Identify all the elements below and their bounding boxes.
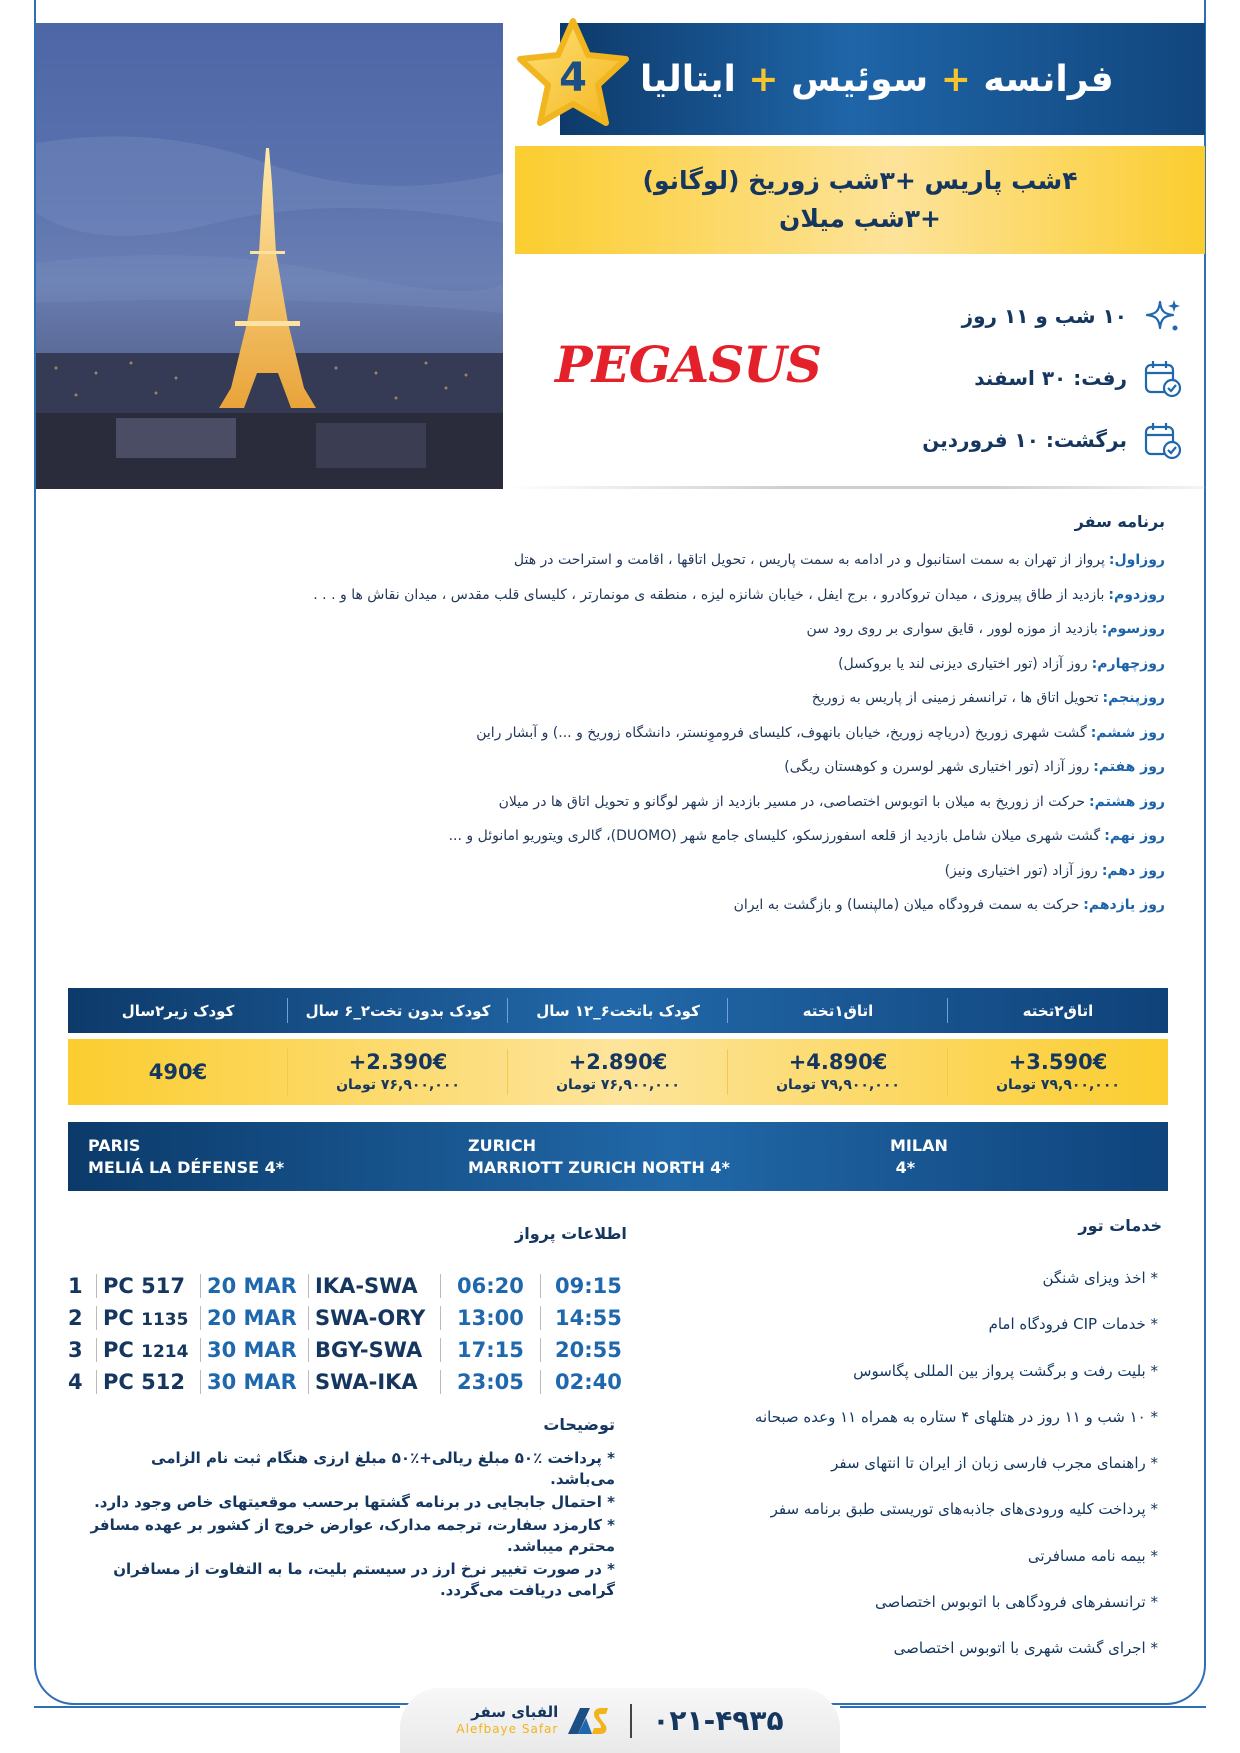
fact-return-text: برگشت: ۱۰ فروردین xyxy=(922,428,1127,452)
title-plus: + xyxy=(748,58,779,100)
service-item: * پرداخت کلیه ورودی‌های جاذبه‌های توریستی طبق برنامه سفر xyxy=(770,1500,1158,1519)
flight-number xyxy=(96,1338,200,1362)
note-item: * احتمال جابجایی در برنامه گشتها برحسب موقعیتهای خاص وجود دارد. xyxy=(94,1493,615,1511)
flight-departure-time: 13:00 xyxy=(440,1306,540,1330)
flight-index: 4 xyxy=(68,1370,83,1394)
itinerary-day-label: روزسوم: xyxy=(1101,621,1165,637)
itinerary-title: برنامه سفر xyxy=(1074,512,1165,531)
service-item: * خدمات CIP فرودگاه امام xyxy=(988,1315,1158,1334)
page-title xyxy=(640,59,1114,100)
itinerary-day xyxy=(65,612,1165,647)
hotels-bar xyxy=(68,1122,1168,1191)
itinerary-day-text: تحویل اتاق ها ، ترانسفر زمینی از پاریس به زوریخ xyxy=(811,690,1099,706)
price-double-room xyxy=(948,1039,1168,1105)
service-item: * اخذ ویزای شنگن xyxy=(1042,1269,1158,1287)
hotel-city: MILAN xyxy=(890,1136,948,1155)
fact-departure-text: رفت: ۳۰ اسفند xyxy=(974,366,1127,390)
price-child-with-bed xyxy=(508,1039,728,1105)
itinerary-day xyxy=(65,681,1165,716)
flight-prefix: PC xyxy=(103,1338,134,1362)
subtitle-line-2: +۳شب میلان xyxy=(779,204,941,233)
header-child-no-bed: کودک بدون تخت۲_۶ سال xyxy=(288,988,508,1033)
price-child-no-bed xyxy=(288,1039,508,1105)
flight-route: SWA-IKA xyxy=(308,1370,440,1394)
subtitle-line-1: ۴شب پاریس +۳شب زوریخ (لوگانو) xyxy=(642,166,1078,195)
flight-number xyxy=(96,1306,200,1330)
hotel-city: PARIS xyxy=(88,1136,141,1155)
itinerary-day xyxy=(65,854,1165,889)
header-single-room: اتاق۱تخته xyxy=(728,988,948,1033)
flight-row xyxy=(68,1302,640,1334)
flight-arrival-time: 20:55 xyxy=(540,1338,640,1362)
itinerary-day xyxy=(65,750,1165,785)
itinerary-day-text: حرکت به سمت فرودگاه میلان (مالپنسا) و بازگشت به ایران xyxy=(733,897,1080,913)
title-country-switzerland: سوئیس xyxy=(791,58,929,100)
footer xyxy=(400,1688,840,1753)
flight-index: 3 xyxy=(68,1338,83,1362)
itinerary-day-text: حرکت از زوریخ به میلان با اتوبوس اختصاصی، در مسیر بازدید از شهر لوگانو و تحویل اتاق ها در میلان xyxy=(498,793,1086,810)
itinerary-day-label: روز هشتم: xyxy=(1089,793,1165,810)
fact-duration xyxy=(855,285,1185,347)
service-item: * بلیت رفت و برگشت پرواز بین المللی پگاسوس xyxy=(853,1361,1158,1380)
title-country-france: فرانسه xyxy=(983,58,1114,100)
notes-section xyxy=(90,1415,615,1603)
itinerary-day-text: روز آزاد (تور اختیاری ونیز) xyxy=(944,862,1098,879)
hotel-zurich xyxy=(468,1135,730,1179)
itinerary-day-text: روز آزاد (تور اختیاری شهر لوسرن و کوهستان ریگی) xyxy=(784,759,1090,775)
price-table-row xyxy=(68,1039,1168,1105)
flight-number xyxy=(96,1274,200,1298)
flight-index: 1 xyxy=(68,1274,83,1298)
title-plus: + xyxy=(940,58,971,100)
itinerary-day-label: روزچهارم: xyxy=(1091,655,1165,672)
itinerary-section xyxy=(65,512,1165,923)
services-title: خدمات تور xyxy=(1078,1216,1162,1235)
note-item: * کارمزد سفارت، ترجمه مدارک، عوارض خروج از کشور بر عهده مسافر محترم میباشد. xyxy=(90,1516,615,1555)
price-toman: ۷۹,۹۰۰,۰۰۰ تومان xyxy=(776,1077,900,1093)
flight-prefix: PC xyxy=(103,1306,134,1330)
service-item: * ترانسفرهای فرودگاهی با اتوبوس اختصاصی xyxy=(875,1593,1158,1612)
itinerary-day-label: روزپنجم: xyxy=(1102,690,1165,706)
flight-arrival-time: 14:55 xyxy=(540,1306,640,1330)
flight-number-digits: 1214 xyxy=(141,1342,189,1362)
flight-date: 30 MAR xyxy=(200,1370,308,1394)
section-divider xyxy=(505,486,1205,489)
brand-logo xyxy=(456,1704,610,1738)
calendar-check-icon xyxy=(1139,355,1185,401)
flight-arrival-time: 02:40 xyxy=(540,1370,640,1394)
price-eur: +4.890€ xyxy=(788,1050,888,1074)
flight-departure-time: 06:20 xyxy=(440,1274,540,1298)
price-toman: ۷۶,۹۰۰,۰۰۰ تومان xyxy=(336,1077,460,1093)
service-item: * بیمه نامه مسافرتی xyxy=(1027,1546,1158,1565)
header-child-with-bed: کودک باتخت۶_۱۲ سال xyxy=(508,988,728,1033)
fact-duration-text: ۱۰ شب و ۱۱ روز xyxy=(961,304,1127,328)
brand-name-fa: الفبای سفر xyxy=(471,1702,559,1721)
itinerary-day-label: روز نهم: xyxy=(1104,828,1165,844)
flight-date: 20 MAR xyxy=(200,1306,308,1330)
flight-date: 20 MAR xyxy=(200,1274,308,1298)
sparkle-icon xyxy=(1139,293,1185,339)
itinerary-day-text: گشت شهری زوریخ (دریاچه زوریخ، خیابان بانهوف، کلیسای فروموِنستر، دانشگاه زوریخ و ...) و آبشار راین xyxy=(476,724,1087,741)
hotel-name: MELIÁ LA DÉFENSE 4* xyxy=(88,1158,285,1177)
star-rating-value: 4 xyxy=(559,55,587,101)
itinerary-day-label: روزاول: xyxy=(1108,552,1165,568)
flight-route: IKA-SWA xyxy=(308,1274,440,1298)
hero-photo-eiffel-tower xyxy=(36,23,503,489)
flight-arrival-time: 09:15 xyxy=(540,1274,640,1298)
flight-row xyxy=(68,1366,640,1398)
flight-date: 30 MAR xyxy=(200,1338,308,1362)
fact-return xyxy=(855,409,1185,471)
price-toman: ۷۶,۹۰۰,۰۰۰ تومان xyxy=(556,1077,680,1093)
itinerary-day-label: روز دهم: xyxy=(1101,862,1165,879)
itinerary-day-label: روز یازدهم: xyxy=(1083,897,1165,913)
title-country-italy: ایتالیا xyxy=(640,58,736,100)
itinerary-day-text: روز آزاد (تور اختیاری دیزنی لند یا بروکسل) xyxy=(838,655,1088,672)
flight-departure-time: 17:15 xyxy=(440,1338,540,1362)
flight-route: SWA-ORY xyxy=(308,1306,440,1330)
price-table xyxy=(68,988,1168,1105)
tour-subtitle xyxy=(515,146,1205,254)
services-section xyxy=(622,1216,1162,1672)
itinerary-day-text: گشت شهری میلان شامل بازدید از قلعه اسفورزسکو، کلیسای جامع شهر (DUOMO)، گالری ویتوریو امانوئل و ... xyxy=(448,828,1101,844)
brand-logo-icon xyxy=(566,1706,610,1736)
itinerary-day xyxy=(65,543,1165,578)
brand-name-en: Alefbaye Safar xyxy=(456,1721,559,1736)
itinerary-day-text: پرواز از تهران به سمت استانبول و در ادامه به سمت پاریس ، تحویل اتاقها ، اقامت و استراحت در هتل xyxy=(513,552,1105,568)
services-list xyxy=(622,1255,1162,1672)
hotel-name: MARRIOTT ZURICH NORTH 4* xyxy=(468,1158,730,1177)
phone-number[interactable]: ۰۲۱-۴۹۳۵ xyxy=(652,1704,784,1737)
price-eur: 490€ xyxy=(148,1060,208,1084)
fact-departure xyxy=(855,347,1185,409)
price-eur: +2.390€ xyxy=(348,1050,448,1074)
flight-prefix: PC xyxy=(103,1370,134,1394)
itinerary-day-label: روز هفتم: xyxy=(1093,759,1165,775)
footer-separator xyxy=(630,1704,632,1738)
price-eur: +2.890€ xyxy=(568,1050,668,1074)
itinerary-day-text: بازدید از موزه لوور ، قایق سواری بر روی رود سن xyxy=(806,621,1098,637)
service-item: * راهنمای مجرب فارسی زبان از ایران تا انتهای سفر xyxy=(831,1454,1158,1473)
itinerary-day xyxy=(65,716,1165,751)
note-item: * پرداخت ٪۵۰ مبلغ ریالی+٪۵۰ مبلغ ارزی هنگام ثبت نام الزامی می‌باشد. xyxy=(151,1449,615,1488)
service-item: * اجرای گشت شهری با اتوبوس اختصاصی xyxy=(893,1639,1158,1658)
flight-number xyxy=(96,1370,200,1394)
itinerary-day xyxy=(65,578,1165,613)
flight-row xyxy=(68,1270,640,1302)
itinerary-day xyxy=(65,888,1165,923)
flights-table xyxy=(68,1270,640,1398)
price-toman: ۷۹,۹۰۰,۰۰۰ تومان xyxy=(996,1077,1120,1093)
airline-logo-pegasus: PEGASUS xyxy=(555,335,822,394)
flight-route: BGY-SWA xyxy=(308,1338,440,1362)
hotel-city: ZURICH xyxy=(468,1136,536,1155)
itinerary-day xyxy=(65,647,1165,682)
notes-title: توضیحات xyxy=(543,1415,615,1434)
price-single-room xyxy=(728,1039,948,1105)
flight-number-digits: 517 xyxy=(141,1274,185,1298)
flight-departure-time: 23:05 xyxy=(440,1370,540,1394)
note-item: * در صورت تغییر نرخ ارز در سیستم بلیت، ما به التفاوت از مسافران گرامی دریافت می‌گردد. xyxy=(113,1560,615,1599)
hotel-name: 4* xyxy=(890,1158,916,1177)
header-double-room: اتاق۲تخته xyxy=(1022,1001,1094,1020)
service-item: * ۱۰ شب و ۱۱ روز در هتلهای ۴ ستاره به همراه ۱۱ وعده صبحانه xyxy=(754,1407,1158,1426)
price-table-header xyxy=(68,988,1168,1033)
price-infant xyxy=(68,1039,288,1105)
flight-row xyxy=(68,1334,640,1366)
flights-title: اطلاعات پرواز xyxy=(515,1224,627,1243)
trip-facts xyxy=(855,285,1185,471)
itinerary-day-label: روزدوم: xyxy=(1108,586,1165,603)
hotel-milan xyxy=(890,1135,948,1179)
star-rating-badge xyxy=(513,15,633,135)
hotel-paris xyxy=(88,1135,284,1179)
itinerary-day-label: روز ششم: xyxy=(1090,724,1165,741)
calendar-check-icon xyxy=(1139,417,1185,463)
itinerary-day xyxy=(65,819,1165,854)
itinerary-day-text: بازدید از طاق پیروزی ، میدان تروکادرو ، برج ایفل ، خیابان شانزه لیزه ، منطقه ی مونمارتر ، کلیسای قلب مقدس ، میدان نقاش ها و . . . xyxy=(313,586,1105,603)
itinerary-list xyxy=(65,543,1165,923)
flight-index: 2 xyxy=(68,1306,83,1330)
flight-prefix: PC xyxy=(103,1274,134,1298)
price-eur: +3.590€ xyxy=(1008,1050,1108,1074)
itinerary-day xyxy=(65,785,1165,820)
footer-line-right xyxy=(840,1706,1206,1708)
header-infant: کودک زیر۲سال xyxy=(68,988,288,1033)
title-banner xyxy=(560,23,1205,135)
footer-line-left xyxy=(34,1706,400,1708)
flight-number-digits: 1135 xyxy=(141,1310,189,1330)
flight-number-digits: 512 xyxy=(141,1370,185,1394)
